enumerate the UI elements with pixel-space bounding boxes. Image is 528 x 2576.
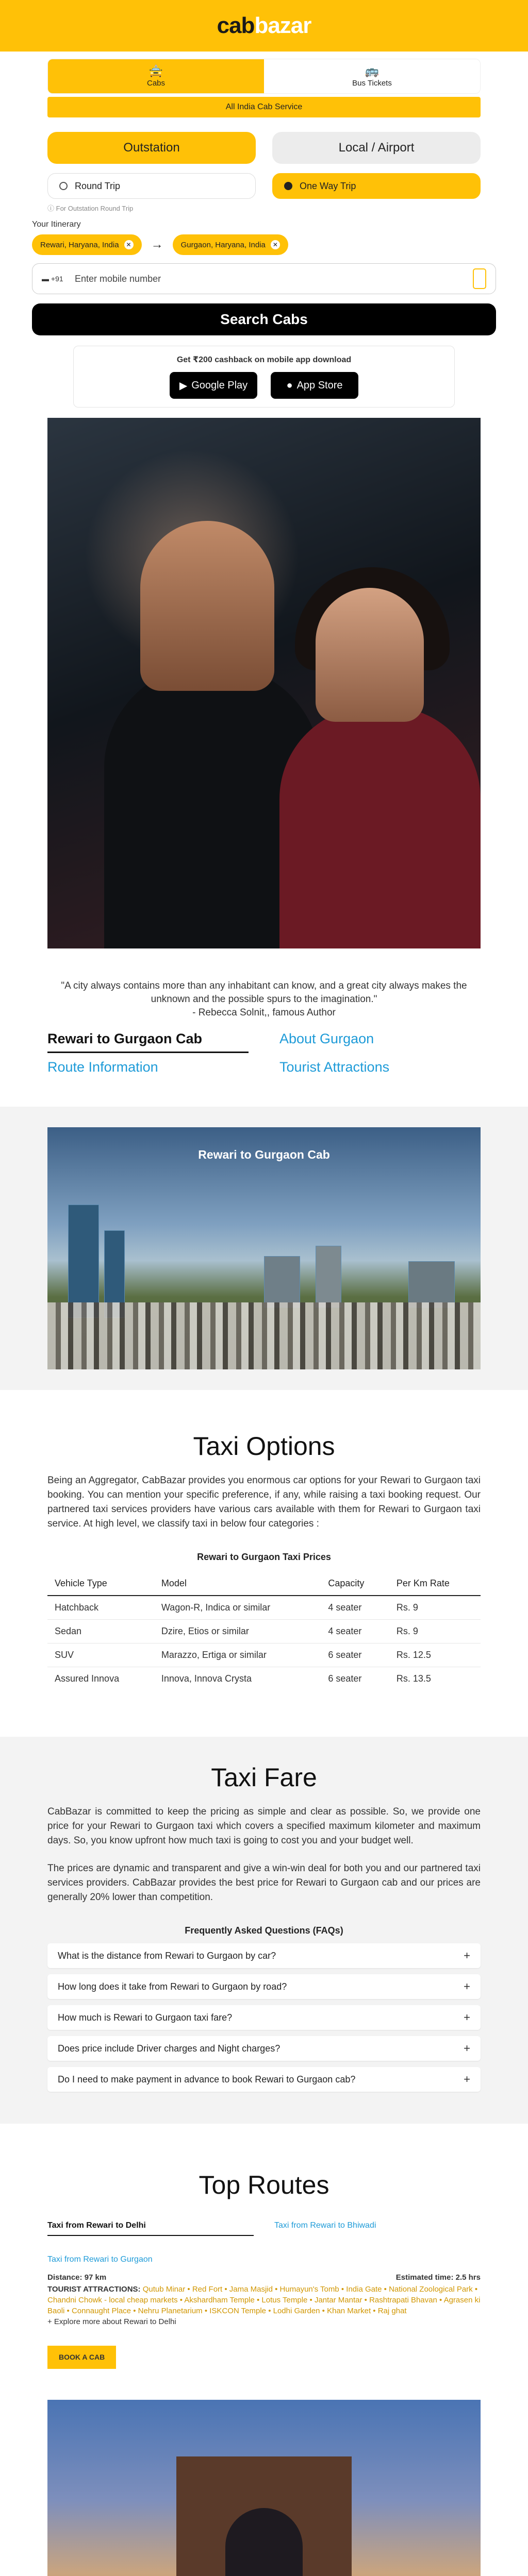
faq-list (47, 1943, 481, 2092)
taxi-fare-text-2: The prices are dynamic and transparent and give a win-win deal for both you and our partnered taxi services providers. CabBazar provides the best price for Rewari to Gurgaon cab and our prices are generally 20% lower than competition. (47, 1863, 481, 1903)
plus-icon: + (464, 1949, 470, 1962)
table-row: SUV Marazzo, Ertiga or similar 6 seater Rs. 12.5 (47, 1643, 481, 1667)
mobile-icon (473, 268, 486, 289)
faq-item[interactable]: What is the distance from Rewari to Gurgaon by car? + (47, 1943, 481, 1968)
explore-route-link[interactable]: + Explore more about Rewari to Delhi (47, 2317, 176, 2326)
round-trip-option[interactable]: Round Trip (47, 173, 256, 199)
mobile-number-field[interactable] (32, 263, 496, 294)
arrow-right-icon: → (151, 238, 163, 251)
col-model: Model (154, 1572, 321, 1596)
trip-hint: ⓘ For Outstation Round Trip (47, 205, 134, 212)
taxi-fare-text-1: CabBazar is committed to keep the pricing as simple and clear as possible. So, we provide one price for your Rewari to Gurgaon taxi which covers a specified maximum kilometer and maximum days. So, you know upfront how much taxi is going to cost you and your budget well. (47, 1806, 481, 1846)
route-distance: Distance: 97 km (47, 2273, 107, 2282)
from-city-pill[interactable]: Rewari, Haryana, India ✕ (32, 234, 142, 255)
faq-item[interactable]: How much is Rewari to Gurgaon taxi fare? + (47, 2005, 481, 2030)
attractions-list: Qutub Minar • Red Fort • Jama Masjid • Humayun's Tomb • India Gate • National Zoological Park • Chandni Chowk - local cheap markets • Akshardham Temple • Lotus Temple • Jantar Mantar • Rashtrapati Bhavan • Agrasen ki Baoli • Connaught Place • Nehru Planetarium • ISKCON Temple • Lodhi Garden • Khan Market • Raj ghat (47, 2285, 481, 2315)
apple-icon: ● (286, 379, 293, 391)
search-cabs-button[interactable]: Search Cabs (32, 303, 496, 335)
table-row: Hatchback Wagon-R, Indica or similar 4 seater Rs. 9 (47, 1596, 481, 1620)
page-section-links (47, 1030, 481, 1076)
to-city-pill[interactable]: Gurgaon, Haryana, India ✕ (173, 234, 288, 255)
faq-item[interactable]: Does price include Driver charges and Night charges? + (47, 2036, 481, 2061)
country-code[interactable]: ▬ +91 (42, 275, 63, 283)
taxi-fare-title: Taxi Fare (211, 1763, 317, 1792)
itinerary-label: Your Itinerary (32, 220, 81, 229)
close-icon[interactable]: ✕ (271, 240, 280, 249)
col-vehicle-type: Vehicle Type (47, 1572, 154, 1596)
link-rewari-to-gurgaon-cab[interactable]: Rewari to Gurgaon Cab (47, 1030, 249, 1053)
route-tab-rewari-bhiwadi[interactable]: Taxi from Rewari to Bhiwadi (274, 2221, 376, 2230)
top-routes-title: Top Routes (199, 2171, 329, 2199)
col-capacity: Capacity (321, 1572, 389, 1596)
link-route-information[interactable]: Route Information (47, 1059, 158, 1075)
plus-icon: + (464, 1980, 470, 1993)
faq-item[interactable]: Do I need to make payment in advance to book Rewari to Gurgaon cab? + (47, 2067, 481, 2092)
bus-icon: 🚌 (365, 64, 380, 77)
taxi-fare-section (0, 1737, 528, 2124)
info-icon: ⓘ (47, 205, 56, 212)
plus-icon: + (464, 2011, 470, 2024)
route-detail (47, 2272, 481, 2369)
tab-bus-tickets[interactable]: 🚌 Bus Tickets (264, 59, 480, 93)
route-tabs (47, 2221, 481, 2265)
tab-local-airport[interactable]: Local / Airport (272, 132, 481, 164)
hero-photo (47, 418, 481, 948)
car-icon: 🚖 (148, 64, 163, 77)
top-routes-section (0, 2124, 528, 2369)
play-icon: ▶ (179, 380, 188, 392)
radio-icon (59, 182, 68, 190)
tab-cabs[interactable]: 🚖 Cabs (48, 59, 264, 93)
one-way-trip-option[interactable]: One Way Trip (272, 173, 481, 199)
price-table (47, 1572, 481, 1690)
mobile-input[interactable]: Enter mobile number (75, 273, 161, 284)
faq-title: Frequently Asked Questions (FAQs) (185, 1925, 343, 1936)
cashback-title: Get ₹200 cashback on mobile app download (176, 355, 352, 364)
direction-tabs (47, 132, 481, 164)
faq-item[interactable]: How long does it take from Rewari to Gurgaon by road? + (47, 1974, 481, 1999)
radio-icon (284, 182, 292, 190)
table-row: Sedan Dzire, Etios or similar 4 seater Rs. 9 (47, 1620, 481, 1643)
itinerary (32, 234, 496, 255)
city-photo-title: Rewari to Gurgaon Cab (198, 1148, 330, 1161)
taxi-options-title: Taxi Options (193, 1432, 335, 1461)
col-rate: Per Km Rate (389, 1572, 481, 1596)
brand-logo[interactable]: cabbazar (217, 13, 311, 38)
attractions-label: TOURIST ATTRACTIONS: (47, 2285, 141, 2294)
price-table-caption: Rewari to Gurgaon Taxi Prices (197, 1552, 331, 1562)
table-row: Assured Innova Innova, Innova Crysta 6 seater Rs. 13.5 (47, 1667, 481, 1691)
trip-type (47, 173, 481, 199)
book-cab-button[interactable]: BOOK A CAB (47, 2346, 116, 2369)
route-tab-rewari-gurgaon[interactable]: Taxi from Rewari to Gurgaon (47, 2255, 153, 2264)
cashback-card (73, 346, 455, 408)
app-store-button[interactable]: ● App Store (271, 372, 358, 399)
tab-outstation[interactable]: Outstation (47, 132, 256, 164)
taxi-options-section (0, 1390, 528, 1690)
mode-tabs (47, 59, 481, 94)
india-gate-photo (47, 2400, 481, 2576)
quote: "A city always contains more than any inhabitant can know, and a great city always makes the unknown and the possible spurs to the imagination." - Rebecca Solnit,, famous Author (47, 979, 481, 1020)
close-icon[interactable]: ✕ (124, 240, 134, 249)
google-play-button[interactable]: ▶ Google Play (170, 372, 257, 399)
link-tourist-attractions[interactable]: Tourist Attractions (279, 1059, 390, 1075)
city-photo (47, 1127, 481, 1369)
route-tab-rewari-delhi[interactable]: Taxi from Rewari to Delhi (47, 2221, 254, 2236)
link-about-gurgaon[interactable]: About Gurgaon (279, 1031, 374, 1046)
intro-section (0, 1107, 528, 1390)
route-time: Estimated time: 2.5 hrs (395, 2273, 481, 2282)
quote-author: - Rebecca Solnit,, famous Author (192, 1007, 336, 1018)
taxi-options-text: Being an Aggregator, CabBazar provides you enormous car options for your Rewari to Gurgaon taxi booking. You can mention your specific preference, if any, while raising a taxi booking request. Our partnered taxi services providers have various cars available with them for Rewari to Gurgaon taxi service. At high level, we classify taxi in below four categories : (47, 1475, 481, 1529)
site-header (0, 0, 528, 52)
plus-icon: + (464, 2073, 470, 2086)
service-banner: All India Cab Service (47, 97, 481, 117)
plus-icon: + (464, 2042, 470, 2055)
flag-icon: ▬ (42, 275, 51, 283)
